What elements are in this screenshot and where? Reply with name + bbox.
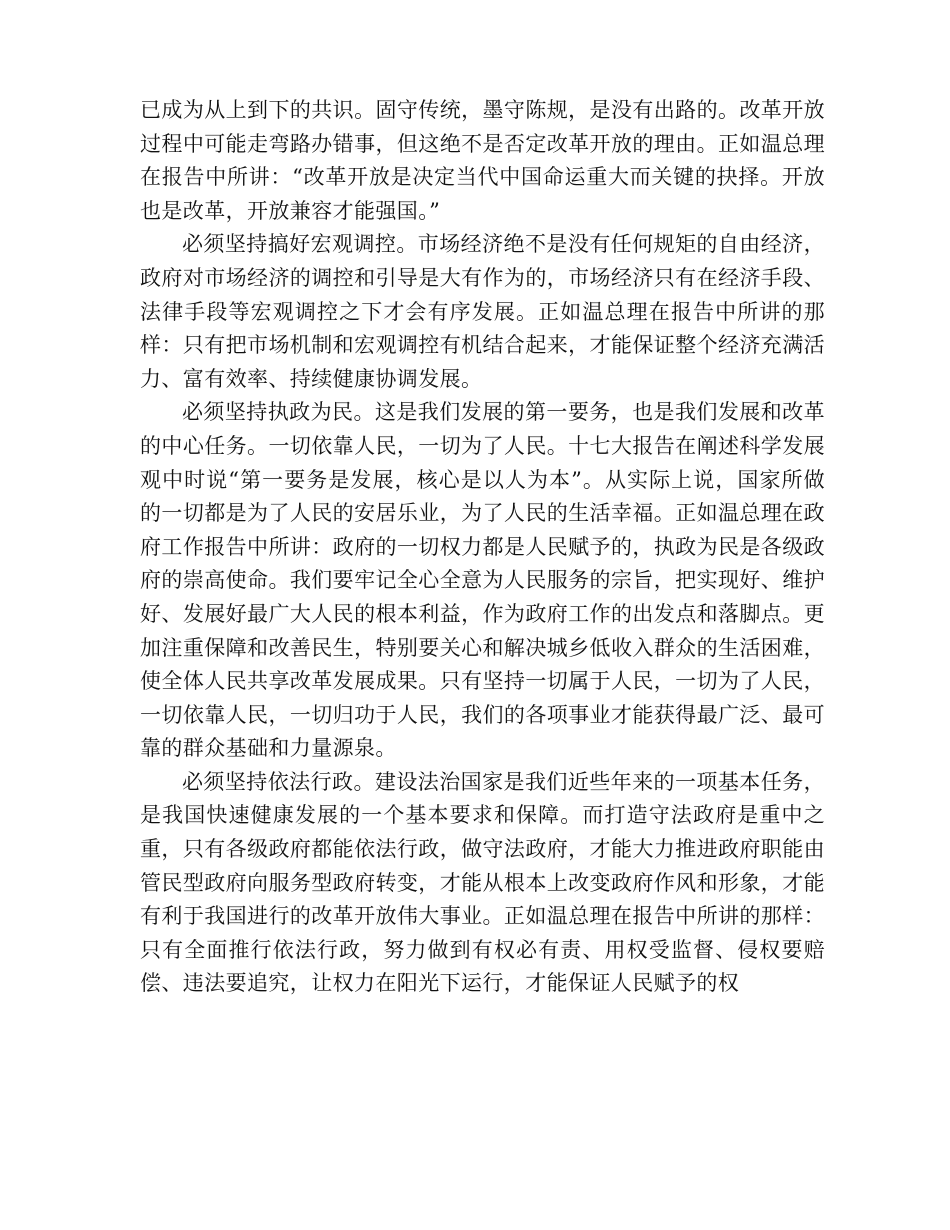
paragraph-reform-consensus: 已成为从上到下的共识。固守传统，墨守陈规，是没有出路的。改革开放过程中可能走弯路办错事，但这绝不是否定改革开放的理由。正如温总理在报告中所讲：“改革开放是决定当代中国命运重大而关键的抉择。开放也是改革，开放兼容才能强国。” — [140, 98, 825, 223]
document-page — [140, 94, 825, 1001]
paragraph-rule-of-law: 必须坚持依法行政。建设法治国家是我们近些年来的一项基本任务，是我国快速健康发展的一个基本要求和保障。而打造守法政府是重中之重，只有各级政府都能依法行政，做守法政府，才能大力推进政府职能由管民型政府向服务型政府转变，才能从根本上改变政府作风和形象，才能有利于我国进行的改革开放伟大事业。正如温总理在报告中所讲的那样：只有全面推行依法行政，努力做到有权必有责、用权受监督、侵权要赔偿、违法要追究，让权力在阳光下运行，才能保证人民赋予的权 — [140, 769, 825, 996]
paragraph-govern-for-people: 必须坚持执政为民。这是我们发展的第一要务，也是我们发展和改革的中心任务。一切依靠人民，一切为了人民。十七大报告在阐述科学发展观中时说“第一要务是发展，核心是以人为本”。从实际上说，国家所做的一切都是为了人民的安居乐业，为了人民的生活幸福。正如温总理在政府工作报告中所讲：政府的一切权力都是人民赋予的，执政为民是各级政府的崇高使命。我们要牢记全心全意为人民服务的宗旨，把实现好、维护好、发展好最广大人民的根本利益，作为政府工作的出发点和落脚点。更加注重保障和改善民生，特别要关心和解决城乡低收入群众的生活困难，使全体人民共享改革发展成果。只有坚持一切属于人民，一切为了人民，一切依靠人民，一切归功于人民，我们的各项事业才能获得最广泛、最可靠的群众基础和力量源泉。 — [140, 400, 825, 761]
paragraph-macro-control: 必须坚持搞好宏观调控。市场经济绝不是没有任何规矩的自由经济，政府对市场经济的调控和引导是大有作为的，市场经济只有在经济手段、法律手段等宏观调控之下才会有序发展。正如温总理在报告中所讲的那样：只有把市场机制和宏观调控有机结合起来，才能保证整个经济充满活力、富有效率、持续健康协调发展。 — [140, 232, 825, 391]
